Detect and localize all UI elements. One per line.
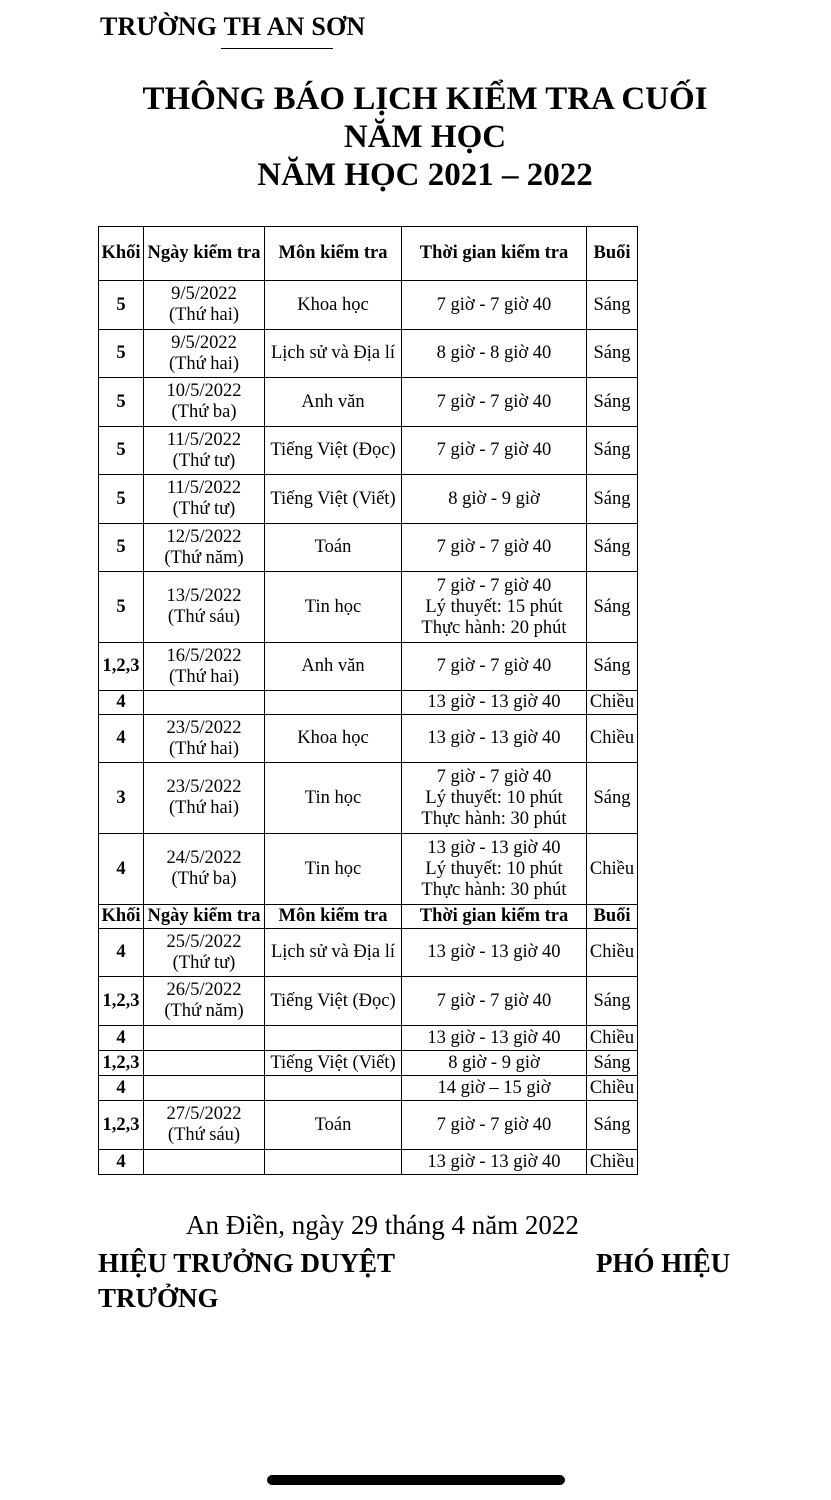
table-row [99, 715, 638, 763]
title-line-1: THÔNG BÁO LỊCH KIỂM TRA CUỐI [142, 81, 708, 117]
time-line: 8 giờ - 8 giờ 40 [436, 343, 552, 363]
exam-date: 16/5/2022 [166, 645, 242, 666]
subject-cell: Khoa học [265, 281, 402, 330]
exam-date: 24/5/2022 [166, 848, 242, 868]
date-cell [144, 929, 265, 977]
subject-cell: Tiếng Việt (Viết) [265, 475, 402, 524]
date-cell [144, 378, 265, 427]
subject-cell [265, 1150, 402, 1175]
table-row [99, 572, 638, 643]
subject-cell: Lịch sử và Địa lí [265, 330, 402, 378]
exam-schedule-table [98, 226, 638, 1175]
exam-date: 11/5/2022 [166, 429, 242, 450]
table-row [99, 330, 638, 378]
exam-date: 25/5/2022 [166, 931, 242, 952]
time-cell [402, 378, 587, 427]
time-cell [402, 691, 587, 715]
grade-cell: 4 [99, 834, 144, 905]
column-header: Khối [99, 227, 144, 281]
grade-cell: 4 [99, 1150, 144, 1175]
time-cell [402, 1051, 587, 1076]
notice-title [60, 80, 790, 194]
subject-cell: Tin học [265, 763, 402, 834]
subject-cell: Tin học [265, 834, 402, 905]
time-line: 8 giờ - 9 giờ [448, 488, 540, 509]
table-row [99, 524, 638, 572]
grade-cell: 5 [99, 572, 144, 643]
table-row [99, 281, 638, 330]
subject-cell: Toán [265, 1101, 402, 1150]
weekday: (Thứ ba) [171, 869, 237, 889]
subject-cell: Tiếng Việt (Đọc) [265, 977, 402, 1026]
table-row [99, 834, 638, 905]
table-row [99, 691, 638, 715]
time-line: Lý thuyết: 10 phút [425, 858, 563, 879]
subject-cell [265, 1076, 402, 1101]
session-cell: Sáng [587, 1101, 638, 1150]
date-cell [144, 1026, 265, 1051]
time-line: 13 giờ - 13 giờ 40 [427, 1151, 561, 1172]
date-cell [144, 643, 265, 691]
subject-cell [265, 691, 402, 715]
weekday: (Thứ hai) [168, 666, 240, 687]
date-cell [144, 715, 265, 763]
table-row [99, 427, 638, 475]
table-row [99, 763, 638, 834]
date-cell [144, 1150, 265, 1175]
grade-cell: 5 [99, 281, 144, 330]
subject-cell: Toán [265, 524, 402, 572]
grade-cell: 4 [99, 1076, 144, 1101]
grade-cell: 5 [99, 427, 144, 475]
time-line: 7 giờ - 7 giờ 40 [436, 294, 552, 315]
time-line: Thực hành: 30 phút [421, 879, 567, 900]
weekday: (Thứ sáu) [167, 607, 241, 627]
time-line: 13 giờ - 13 giờ 40 [427, 837, 561, 858]
time-cell [402, 977, 587, 1026]
time-line: Thực hành: 20 phút [421, 617, 567, 638]
date-cell [144, 691, 265, 715]
session-cell: Chiều [587, 1026, 638, 1051]
grade-cell: 1,2,3 [99, 643, 144, 691]
column-header: Khối [99, 905, 144, 929]
time-cell [402, 281, 587, 330]
grade-cell: 5 [99, 330, 144, 378]
time-line: Thực hành: 30 phút [421, 808, 567, 829]
time-line: 7 giờ - 7 giờ 40 [436, 656, 552, 676]
grade-cell: 1,2,3 [99, 1101, 144, 1150]
time-line: Lý thuyết: 15 phút [425, 596, 563, 617]
weekday: (Thứ năm) [164, 547, 244, 568]
table-row [99, 1101, 638, 1150]
session-cell: Chiều [587, 1150, 638, 1175]
table-row [99, 1150, 638, 1175]
exam-date: 11/5/2022 [166, 478, 242, 498]
time-cell [402, 1101, 587, 1150]
exam-date: 12/5/2022 [166, 526, 242, 547]
grade-cell: 1,2,3 [99, 977, 144, 1026]
session-cell: Sáng [587, 524, 638, 572]
time-line: 8 giờ - 9 giờ [448, 1052, 540, 1073]
table-row [99, 643, 638, 691]
date-cell [144, 1051, 265, 1076]
session-cell: Chiều [587, 834, 638, 905]
time-line: 14 giờ – 15 giờ [437, 1077, 551, 1098]
weekday: (Thứ hai) [168, 798, 240, 818]
weekday: (Thứ hai) [168, 305, 240, 325]
time-cell [402, 715, 587, 763]
session-cell: Sáng [587, 977, 638, 1026]
school-name: TRƯỜNG TH AN SƠN [100, 12, 366, 41]
time-cell [402, 1076, 587, 1101]
date-cell [144, 427, 265, 475]
exam-date: 26/5/2022 [166, 980, 242, 1000]
grade-cell: 5 [99, 524, 144, 572]
grade-cell: 5 [99, 378, 144, 427]
table-header-row [99, 227, 638, 281]
weekday: (Thứ ba) [171, 402, 237, 422]
time-line: 7 giờ - 7 giờ 40 [436, 766, 552, 787]
table-row [99, 378, 638, 427]
grade-cell: 4 [99, 1026, 144, 1051]
date-cell [144, 763, 265, 834]
exam-date: 9/5/2022 [171, 332, 237, 353]
exam-date: 10/5/2022 [166, 381, 242, 401]
column-header: Môn kiểm tra [265, 905, 402, 929]
session-cell: Sáng [587, 281, 638, 330]
grade-cell: 4 [99, 691, 144, 715]
exam-date: 27/5/2022 [166, 1104, 242, 1124]
weekday: (Thứ tư) [172, 499, 236, 519]
table-row [99, 1026, 638, 1051]
time-cell [402, 834, 587, 905]
date-cell [144, 281, 265, 330]
column-header: Buổi [587, 905, 638, 929]
time-line: 13 giờ - 13 giờ 40 [427, 692, 561, 712]
weekday: (Thứ tư) [172, 952, 236, 973]
time-line: 13 giờ - 13 giờ 40 [427, 1027, 561, 1048]
time-line: 7 giờ - 7 giờ 40 [436, 575, 552, 596]
session-cell: Sáng [587, 427, 638, 475]
subject-cell [265, 1026, 402, 1051]
date-cell [144, 1076, 265, 1101]
time-line: 7 giờ - 7 giờ 40 [436, 391, 552, 412]
time-line: 7 giờ - 7 giờ 40 [436, 537, 552, 557]
subject-cell: Tin học [265, 572, 402, 643]
column-header: Buổi [587, 227, 638, 281]
session-cell: Sáng [587, 1051, 638, 1076]
principal-signature-label: HIỆU TRƯỞNG DUYỆT TRƯỞNG [98, 1248, 395, 1313]
time-cell [402, 929, 587, 977]
weekday: (Thứ tư) [172, 450, 236, 471]
time-cell [402, 1026, 587, 1051]
table-row [99, 1051, 638, 1076]
time-line: 7 giờ - 7 giờ 40 [436, 440, 552, 460]
date-cell [144, 1101, 265, 1150]
table-row [99, 977, 638, 1026]
subject-cell: Khoa học [265, 715, 402, 763]
session-cell: Sáng [587, 763, 638, 834]
session-cell: Sáng [587, 475, 638, 524]
column-header: Thời gian kiểm tra [402, 905, 587, 929]
column-header: Thời gian kiểm tra [402, 227, 587, 281]
session-cell: Sáng [587, 643, 638, 691]
table-header-row [99, 905, 638, 929]
session-cell: Chiều [587, 929, 638, 977]
time-line: 13 giờ - 13 giờ 40 [427, 728, 561, 748]
schedule-body [99, 227, 638, 1175]
subject-cell: Tiếng Việt (Đọc) [265, 427, 402, 475]
session-cell: Chiều [587, 715, 638, 763]
date-cell [144, 977, 265, 1026]
vice-principal-signature-label: PHÓ HIỆU [596, 1248, 731, 1278]
title-line-3: NĂM HỌC 2021 – 2022 [257, 157, 593, 193]
grade-cell: 4 [99, 715, 144, 763]
date-cell [144, 572, 265, 643]
date-cell [144, 524, 265, 572]
weekday: (Thứ sáu) [167, 1125, 241, 1145]
column-header: Ngày kiểm tra [144, 905, 265, 929]
grade-cell: 5 [99, 475, 144, 524]
subject-cell: Anh văn [265, 643, 402, 691]
exam-date: 9/5/2022 [171, 284, 237, 304]
grade-cell: 4 [99, 929, 144, 977]
time-cell [402, 524, 587, 572]
session-cell: Sáng [587, 378, 638, 427]
time-cell [402, 330, 587, 378]
date-cell [144, 330, 265, 378]
time-cell [402, 427, 587, 475]
time-line: 7 giờ - 7 giờ 40 [436, 990, 552, 1011]
table-row [99, 475, 638, 524]
weekday: (Thứ hai) [168, 353, 240, 374]
table-row [99, 929, 638, 977]
exam-date: 23/5/2022 [166, 777, 242, 797]
grade-cell: 3 [99, 763, 144, 834]
exam-date: 23/5/2022 [166, 717, 242, 738]
home-indicator [267, 1475, 565, 1485]
date-cell [144, 834, 265, 905]
session-cell: Chiều [587, 691, 638, 715]
exam-date: 13/5/2022 [166, 586, 242, 606]
time-cell [402, 475, 587, 524]
column-header: Môn kiểm tra [265, 227, 402, 281]
subject-cell: Tiếng Việt (Viết) [265, 1051, 402, 1076]
time-line: 7 giờ - 7 giờ 40 [436, 1114, 552, 1135]
time-cell [402, 763, 587, 834]
title-line-2: NĂM HỌC [343, 119, 507, 155]
session-cell: Sáng [587, 330, 638, 378]
time-cell [402, 572, 587, 643]
time-line: Lý thuyết: 10 phút [425, 787, 563, 808]
time-cell [402, 643, 587, 691]
weekday: (Thứ hai) [168, 738, 240, 759]
table-row [99, 1076, 638, 1101]
place-date: An Điền, ngày 29 tháng 4 năm 2022 [186, 1210, 579, 1240]
subject-cell: Anh văn [265, 378, 402, 427]
session-cell: Sáng [587, 572, 638, 643]
weekday: (Thứ năm) [164, 1001, 244, 1021]
grade-cell: 1,2,3 [99, 1051, 144, 1076]
time-line: 13 giờ - 13 giờ 40 [427, 942, 561, 962]
date-cell [144, 475, 265, 524]
subject-cell: Lịch sử và Địa lí [265, 929, 402, 977]
school-underline [221, 48, 333, 49]
time-cell [402, 1150, 587, 1175]
column-header: Ngày kiểm tra [144, 227, 265, 281]
session-cell: Chiều [587, 1076, 638, 1101]
